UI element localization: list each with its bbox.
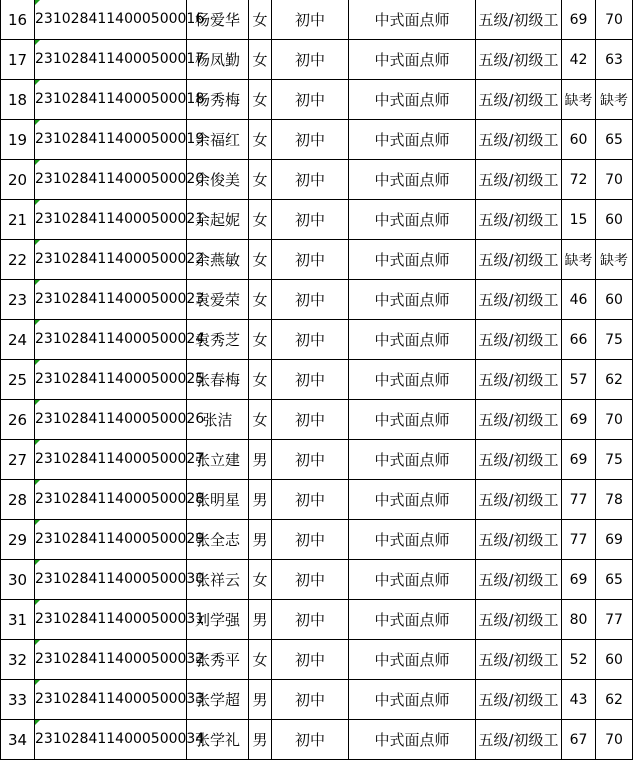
- gender-cell: 女: [249, 560, 272, 600]
- candidate-id-cell: 2310284114000500028: [35, 480, 187, 520]
- candidate-name-cell: 杨凤勤: [187, 40, 249, 80]
- occupation-cell: 中式面点师: [349, 240, 476, 280]
- practical-score-cell: 77: [596, 600, 633, 640]
- education-level-cell: 初中: [272, 560, 349, 600]
- table-row: [1, 600, 633, 640]
- theory-score-cell: 46: [562, 280, 596, 320]
- occupation-cell: 中式面点师: [349, 40, 476, 80]
- candidate-id-cell: 2310284114000500030: [35, 560, 187, 600]
- row-number-cell: 33: [1, 680, 35, 720]
- candidate-name-cell: 张学超: [187, 680, 249, 720]
- candidate-id-cell: 2310284114000500029: [35, 520, 187, 560]
- gender-cell: 女: [249, 360, 272, 400]
- row-number-cell: 20: [1, 160, 35, 200]
- table-row: [1, 720, 633, 760]
- table-row: [1, 680, 633, 720]
- practical-score-cell: 69: [596, 520, 633, 560]
- row-number-cell: 32: [1, 640, 35, 680]
- theory-score-cell: 67: [562, 720, 596, 760]
- occupation-cell: 中式面点师: [349, 720, 476, 760]
- candidate-id-cell: 2310284114000500022: [35, 240, 187, 280]
- table-row: [1, 160, 633, 200]
- candidate-name-cell: 刘学强: [187, 600, 249, 640]
- education-level-cell: 初中: [272, 720, 349, 760]
- skill-level-cell: 五级/初级工: [476, 400, 562, 440]
- skill-level-cell: 五级/初级工: [476, 360, 562, 400]
- candidate-name-cell: 余燕敏: [187, 240, 249, 280]
- education-level-cell: 初中: [272, 80, 349, 120]
- row-number-cell: 19: [1, 120, 35, 160]
- gender-cell: 男: [249, 440, 272, 480]
- gender-cell: 男: [249, 720, 272, 760]
- education-level-cell: 初中: [272, 120, 349, 160]
- theory-score-cell: 69: [562, 560, 596, 600]
- occupation-cell: 中式面点师: [349, 560, 476, 600]
- practical-score-cell: 70: [596, 160, 633, 200]
- candidate-id-cell: 2310284114000500027: [35, 440, 187, 480]
- occupation-cell: 中式面点师: [349, 520, 476, 560]
- education-level-cell: 初中: [272, 200, 349, 240]
- theory-score-cell: 52: [562, 640, 596, 680]
- theory-score-cell: 69: [562, 0, 596, 40]
- practical-score-cell: 78: [596, 480, 633, 520]
- practical-score-cell: 62: [596, 680, 633, 720]
- education-level-cell: 初中: [272, 400, 349, 440]
- practical-score-cell: 60: [596, 640, 633, 680]
- gender-cell: 女: [249, 400, 272, 440]
- row-number-cell: 31: [1, 600, 35, 640]
- row-number-cell: 16: [1, 0, 35, 40]
- practical-score-cell: 60: [596, 200, 633, 240]
- row-number-cell: 30: [1, 560, 35, 600]
- theory-score-cell: 77: [562, 480, 596, 520]
- practical-score-cell: 75: [596, 440, 633, 480]
- theory-score-cell: 80: [562, 600, 596, 640]
- skill-level-cell: 五级/初级工: [476, 480, 562, 520]
- occupation-cell: 中式面点师: [349, 360, 476, 400]
- occupation-cell: 中式面点师: [349, 80, 476, 120]
- candidate-id-cell: 2310284114000500020: [35, 160, 187, 200]
- gender-cell: 男: [249, 600, 272, 640]
- theory-score-cell: 66: [562, 320, 596, 360]
- theory-score-cell: 42: [562, 40, 596, 80]
- candidate-name-cell: 杨爱华: [187, 0, 249, 40]
- gender-cell: 女: [249, 0, 272, 40]
- row-number-cell: 22: [1, 240, 35, 280]
- candidate-name-cell: 张祥云: [187, 560, 249, 600]
- table-row: [1, 200, 633, 240]
- candidate-id-cell: 2310284114000500034: [35, 720, 187, 760]
- occupation-cell: 中式面点师: [349, 280, 476, 320]
- education-level-cell: 初中: [272, 600, 349, 640]
- gender-cell: 女: [249, 640, 272, 680]
- candidate-name-cell: 张全志: [187, 520, 249, 560]
- occupation-cell: 中式面点师: [349, 640, 476, 680]
- occupation-cell: 中式面点师: [349, 200, 476, 240]
- table-row: [1, 520, 633, 560]
- row-number-cell: 26: [1, 400, 35, 440]
- gender-cell: 男: [249, 520, 272, 560]
- occupation-cell: 中式面点师: [349, 600, 476, 640]
- row-number-cell: 17: [1, 40, 35, 80]
- occupation-cell: 中式面点师: [349, 680, 476, 720]
- skill-level-cell: 五级/初级工: [476, 520, 562, 560]
- gender-cell: 女: [249, 320, 272, 360]
- theory-score-cell: 69: [562, 440, 596, 480]
- practical-score-cell: 缺考: [596, 80, 633, 120]
- practical-score-cell: 62: [596, 360, 633, 400]
- skill-level-cell: 五级/初级工: [476, 160, 562, 200]
- table-row: [1, 640, 633, 680]
- table-row: [1, 440, 633, 480]
- practical-score-cell: 65: [596, 120, 633, 160]
- practical-score-cell: 60: [596, 280, 633, 320]
- candidate-id-cell: 2310284114000500021: [35, 200, 187, 240]
- gender-cell: 女: [249, 160, 272, 200]
- gender-cell: 女: [249, 200, 272, 240]
- table-row: [1, 480, 633, 520]
- candidate-name-cell: 余起妮: [187, 200, 249, 240]
- gender-cell: 女: [249, 120, 272, 160]
- candidate-name-cell: 张春梅: [187, 360, 249, 400]
- skill-level-cell: 五级/初级工: [476, 40, 562, 80]
- table-row: [1, 320, 633, 360]
- table-row: [1, 240, 633, 280]
- practical-score-cell: 缺考: [596, 240, 633, 280]
- row-number-cell: 25: [1, 360, 35, 400]
- row-number-cell: 24: [1, 320, 35, 360]
- skill-level-cell: 五级/初级工: [476, 200, 562, 240]
- row-number-cell: 34: [1, 720, 35, 760]
- candidate-id-cell: 2310284114000500019: [35, 120, 187, 160]
- table-row: [1, 360, 633, 400]
- occupation-cell: 中式面点师: [349, 320, 476, 360]
- theory-score-cell: 72: [562, 160, 596, 200]
- candidate-id-cell: 2310284114000500018: [35, 80, 187, 120]
- candidate-id-cell: 2310284114000500016: [35, 0, 187, 40]
- skill-level-cell: 五级/初级工: [476, 600, 562, 640]
- candidate-id-cell: 2310284114000500033: [35, 680, 187, 720]
- education-level-cell: 初中: [272, 0, 349, 40]
- theory-score-cell: 缺考: [562, 80, 596, 120]
- practical-score-cell: 75: [596, 320, 633, 360]
- practical-score-cell: 70: [596, 720, 633, 760]
- theory-score-cell: 69: [562, 400, 596, 440]
- skill-level-cell: 五级/初级工: [476, 240, 562, 280]
- table-row: [1, 400, 633, 440]
- gender-cell: 男: [249, 480, 272, 520]
- occupation-cell: 中式面点师: [349, 160, 476, 200]
- candidate-name-cell: 张学礼: [187, 720, 249, 760]
- education-level-cell: 初中: [272, 240, 349, 280]
- row-number-cell: 29: [1, 520, 35, 560]
- education-level-cell: 初中: [272, 440, 349, 480]
- table-row: [1, 80, 633, 120]
- row-number-cell: 21: [1, 200, 35, 240]
- table-row: [1, 120, 633, 160]
- candidate-id-cell: 2310284114000500017: [35, 40, 187, 80]
- skill-level-cell: 五级/初级工: [476, 80, 562, 120]
- skill-level-cell: 五级/初级工: [476, 680, 562, 720]
- theory-score-cell: 15: [562, 200, 596, 240]
- gender-cell: 女: [249, 80, 272, 120]
- skill-level-cell: 五级/初级工: [476, 120, 562, 160]
- skill-level-cell: 五级/初级工: [476, 720, 562, 760]
- table-body: [1, 0, 633, 760]
- education-level-cell: 初中: [272, 680, 349, 720]
- row-number-cell: 23: [1, 280, 35, 320]
- theory-score-cell: 60: [562, 120, 596, 160]
- occupation-cell: 中式面点师: [349, 0, 476, 40]
- candidate-id-cell: 2310284114000500025: [35, 360, 187, 400]
- candidate-name-cell: 余俊美: [187, 160, 249, 200]
- candidate-name-cell: 张秀平: [187, 640, 249, 680]
- education-level-cell: 初中: [272, 160, 349, 200]
- candidate-id-cell: 2310284114000500023: [35, 280, 187, 320]
- candidate-id-cell: 2310284114000500024: [35, 320, 187, 360]
- table-row: [1, 40, 633, 80]
- gender-cell: 男: [249, 680, 272, 720]
- skill-level-cell: 五级/初级工: [476, 640, 562, 680]
- theory-score-cell: 77: [562, 520, 596, 560]
- practical-score-cell: 65: [596, 560, 633, 600]
- table-row: [1, 280, 633, 320]
- table-row: [1, 0, 633, 40]
- candidate-id-cell: 2310284114000500026: [35, 400, 187, 440]
- skill-level-cell: 五级/初级工: [476, 0, 562, 40]
- gender-cell: 女: [249, 40, 272, 80]
- candidate-id-cell: 2310284114000500032: [35, 640, 187, 680]
- occupation-cell: 中式面点师: [349, 400, 476, 440]
- occupation-cell: 中式面点师: [349, 120, 476, 160]
- row-number-cell: 27: [1, 440, 35, 480]
- theory-score-cell: 43: [562, 680, 596, 720]
- practical-score-cell: 70: [596, 400, 633, 440]
- education-level-cell: 初中: [272, 40, 349, 80]
- candidate-name-cell: 张明星: [187, 480, 249, 520]
- candidate-name-cell: 袁爱荣: [187, 280, 249, 320]
- row-number-cell: 18: [1, 80, 35, 120]
- education-level-cell: 初中: [272, 480, 349, 520]
- candidate-name-cell: 张洁: [187, 400, 249, 440]
- education-level-cell: 初中: [272, 640, 349, 680]
- theory-score-cell: 57: [562, 360, 596, 400]
- education-level-cell: 初中: [272, 520, 349, 560]
- practical-score-cell: 70: [596, 0, 633, 40]
- gender-cell: 女: [249, 280, 272, 320]
- occupation-cell: 中式面点师: [349, 440, 476, 480]
- table-row: [1, 560, 633, 600]
- education-level-cell: 初中: [272, 320, 349, 360]
- candidate-name-cell: 杨秀梅: [187, 80, 249, 120]
- practical-score-cell: 63: [596, 40, 633, 80]
- candidate-name-cell: 袁秀芝: [187, 320, 249, 360]
- candidate-name-cell: 余福红: [187, 120, 249, 160]
- skill-level-cell: 五级/初级工: [476, 560, 562, 600]
- gender-cell: 女: [249, 240, 272, 280]
- skill-level-cell: 五级/初级工: [476, 440, 562, 480]
- theory-score-cell: 缺考: [562, 240, 596, 280]
- education-level-cell: 初中: [272, 280, 349, 320]
- skill-level-cell: 五级/初级工: [476, 280, 562, 320]
- occupation-cell: 中式面点师: [349, 480, 476, 520]
- candidate-id-cell: 2310284114000500031: [35, 600, 187, 640]
- skill-level-cell: 五级/初级工: [476, 320, 562, 360]
- education-level-cell: 初中: [272, 360, 349, 400]
- candidate-name-cell: 张立建: [187, 440, 249, 480]
- row-number-cell: 28: [1, 480, 35, 520]
